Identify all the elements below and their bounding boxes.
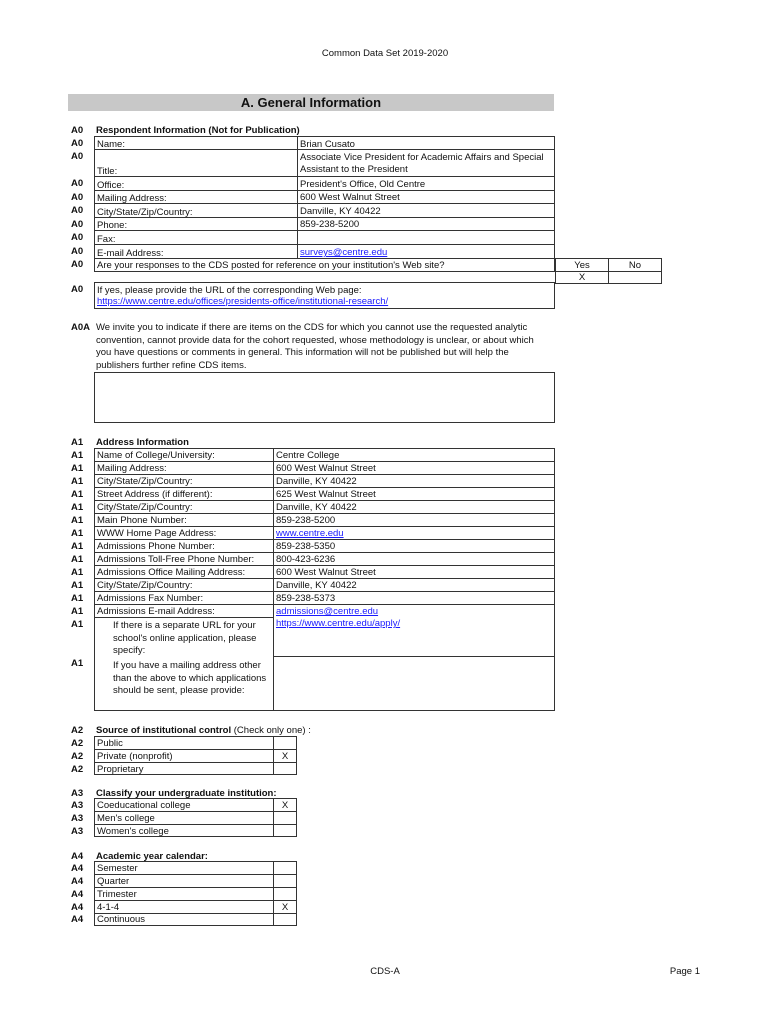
- address-value: 800-423-6236: [276, 554, 336, 565]
- control-option-label: Public: [97, 738, 123, 749]
- a4-code: A4: [71, 902, 84, 913]
- a1-code: A1: [71, 593, 84, 604]
- other-mail-input[interactable]: [275, 658, 553, 709]
- address-value: Danville, KY 40422: [276, 476, 357, 487]
- phone-label: Phone:: [97, 220, 128, 231]
- address-value: 859-238-5200: [276, 515, 336, 526]
- a4-code: A4: [71, 889, 84, 900]
- a1-code: A1: [71, 580, 84, 591]
- a1-heading: Address Information: [96, 437, 189, 448]
- address-label: Admissions Toll-Free Phone Number:: [97, 554, 255, 565]
- address-value: 859-238-5350: [276, 541, 336, 552]
- title-label: Title:: [97, 166, 118, 177]
- url-question: If yes, please provide the URL of the corresponding Web page:: [97, 285, 362, 296]
- classification-checkbox[interactable]: X: [281, 800, 289, 811]
- address-label: City/State/Zip/Country:: [97, 580, 193, 591]
- page-number: Page 1: [669, 966, 700, 977]
- address-value: 625 West Walnut Street: [276, 489, 376, 500]
- title-value: Associate Vice President for Academic Affairs and Special: [300, 152, 544, 163]
- other-mail-label: If you have a mailing address other than the above to which applications should be sent, please provide:: [113, 660, 267, 696]
- a4-code: A4: [71, 876, 84, 887]
- a4-code: A4: [71, 914, 84, 925]
- address-label: Name of College/University:: [97, 450, 215, 461]
- a1-code: A1: [71, 463, 84, 474]
- a0-heading: Respondent Information (Not for Publication): [96, 125, 300, 136]
- phone-value: 859-238-5200: [300, 219, 360, 230]
- footer-section-label: CDS-A: [370, 966, 400, 977]
- calendar-option-label: Trimester: [97, 889, 137, 900]
- address-label: Admissions E-mail Address:: [97, 606, 215, 617]
- city-value: Danville, KY 40422: [300, 206, 381, 217]
- email-link[interactable]: surveys@centre.edu: [300, 247, 388, 258]
- address-value: 600 West Walnut Street: [276, 463, 376, 474]
- online-app-link[interactable]: https://www.centre.edu/apply/: [276, 618, 401, 629]
- homepage-link[interactable]: www.centre.edu: [276, 528, 344, 539]
- a0-code: A0: [71, 205, 84, 216]
- a4-code: A4: [71, 863, 84, 874]
- city-label: City/State/Zip/Country:: [97, 207, 193, 218]
- a0-code: A0: [71, 219, 84, 230]
- address-label: Admissions Office Mailing Address:: [97, 567, 246, 578]
- address-label: WWW Home Page Address:: [97, 528, 217, 539]
- a0a-code: A0A: [71, 322, 91, 333]
- name-value: Brian Cusato: [300, 139, 355, 150]
- name-label: Name:: [97, 139, 125, 150]
- a1-code: A1: [71, 489, 84, 500]
- address-label: Admissions Phone Number:: [97, 541, 215, 552]
- calendar-option-label: 4-1-4: [97, 902, 120, 913]
- office-label: Office:: [97, 180, 125, 191]
- online-app-label: If there is a separate URL for your school's online application, please specify:: [113, 620, 257, 656]
- ir-url-link[interactable]: https://www.centre.edu/offices/presidents-office/institutional-research/: [97, 296, 389, 307]
- a1-code: A1: [71, 528, 84, 539]
- a2-heading: [96, 725, 311, 736]
- a0a-text: We invite you to indicate if there are items on the CDS for which you cannot use the requested analytic convention, cannot provide data for the cohort requested, whose methodology is unclear, or about which you have questions or comments in general. This information will not be published but will help the publishers further refine CDS items.: [96, 322, 534, 371]
- a4-heading: Academic year calendar:: [96, 851, 208, 862]
- calendar-option-label: Continuous: [97, 914, 146, 925]
- address-label: City/State/Zip/Country:: [97, 476, 193, 487]
- a0-code: A0: [71, 284, 84, 295]
- a2-heading-bold: Source of institutional control: [96, 725, 232, 736]
- a0-code: A0: [71, 151, 84, 162]
- a3-code: A3: [71, 813, 84, 824]
- a1-code: A1: [71, 502, 84, 513]
- address-value: Danville, KY 40422: [276, 580, 357, 591]
- address-value: Danville, KY 40422: [276, 502, 357, 513]
- address-value: Centre College: [276, 450, 340, 461]
- a3-heading: Classify your undergraduate institution:: [96, 788, 277, 799]
- a1-code: A1: [71, 541, 84, 552]
- a3-code: A3: [71, 788, 84, 799]
- a2-code: A2: [71, 725, 84, 736]
- a4-code: A4: [71, 851, 84, 862]
- mailing-address-value: 600 West Walnut Street: [300, 192, 400, 203]
- cds-posted-question: Are your responses to the CDS posted for reference on your institution's Web site?: [97, 260, 445, 271]
- a3-code: A3: [71, 826, 84, 837]
- a1-code: A1: [71, 567, 84, 578]
- a0a-comment-box[interactable]: [94, 372, 555, 423]
- admissions-email-link[interactable]: admissions@centre.edu: [276, 606, 379, 617]
- classification-option-label: Men's college: [97, 813, 155, 824]
- yes-checkbox[interactable]: X: [578, 272, 586, 283]
- address-label: Admissions Fax Number:: [97, 593, 204, 604]
- a0-code: A0: [71, 178, 84, 189]
- a0-code: A0: [71, 125, 84, 136]
- page-header: Common Data Set 2019-2020: [321, 48, 449, 59]
- a0-code: A0: [71, 138, 84, 149]
- a0-code: A0: [71, 232, 84, 243]
- classification-option-label: Coeducational college: [97, 800, 191, 811]
- a2-code: A2: [71, 751, 84, 762]
- address-label: Street Address (if different):: [97, 489, 213, 500]
- calendar-option-label: Semester: [97, 863, 138, 874]
- a2-heading-rest: (Check only one) :: [231, 725, 311, 736]
- a0-code: A0: [71, 192, 84, 203]
- a1-code: A1: [71, 619, 84, 630]
- yes-label: Yes: [574, 260, 590, 271]
- a3-code: A3: [71, 800, 84, 811]
- control-option-label: Private (nonprofit): [97, 751, 173, 762]
- control-checkbox[interactable]: X: [281, 751, 289, 762]
- a2-code: A2: [71, 764, 84, 775]
- section-title: A. General Information: [68, 94, 554, 111]
- a1-code: A1: [71, 476, 84, 487]
- no-checkbox[interactable]: [609, 272, 661, 283]
- address-label: Main Phone Number:: [97, 515, 187, 526]
- a1-code: A1: [71, 437, 84, 448]
- a1-code: A1: [71, 554, 84, 565]
- a1-code: A1: [71, 606, 84, 617]
- office-value: President's Office, Old Centre: [300, 179, 426, 190]
- a0-code: A0: [71, 246, 84, 257]
- a2-code: A2: [71, 738, 84, 749]
- a1-code: A1: [71, 658, 84, 669]
- mailing-address-label: Mailing Address:: [97, 193, 167, 204]
- address-value: 600 West Walnut Street: [276, 567, 376, 578]
- calendar-checkbox[interactable]: X: [281, 902, 289, 913]
- address-label: City/State/Zip/Country:: [97, 502, 193, 513]
- control-option-label: Proprietary: [97, 764, 144, 775]
- a0-code: A0: [71, 259, 84, 270]
- no-label: No: [628, 260, 642, 271]
- title-value-line2: Assistant to the President: [300, 164, 408, 175]
- fax-label: Fax:: [97, 234, 116, 245]
- address-value: 859-238-5373: [276, 593, 336, 604]
- calendar-option-label: Quarter: [97, 876, 130, 887]
- classification-option-label: Women's college: [97, 826, 169, 837]
- a1-code: A1: [71, 515, 84, 526]
- email-label: E-mail Address:: [97, 248, 164, 259]
- address-label: Mailing Address:: [97, 463, 167, 474]
- a1-code: A1: [71, 450, 84, 461]
